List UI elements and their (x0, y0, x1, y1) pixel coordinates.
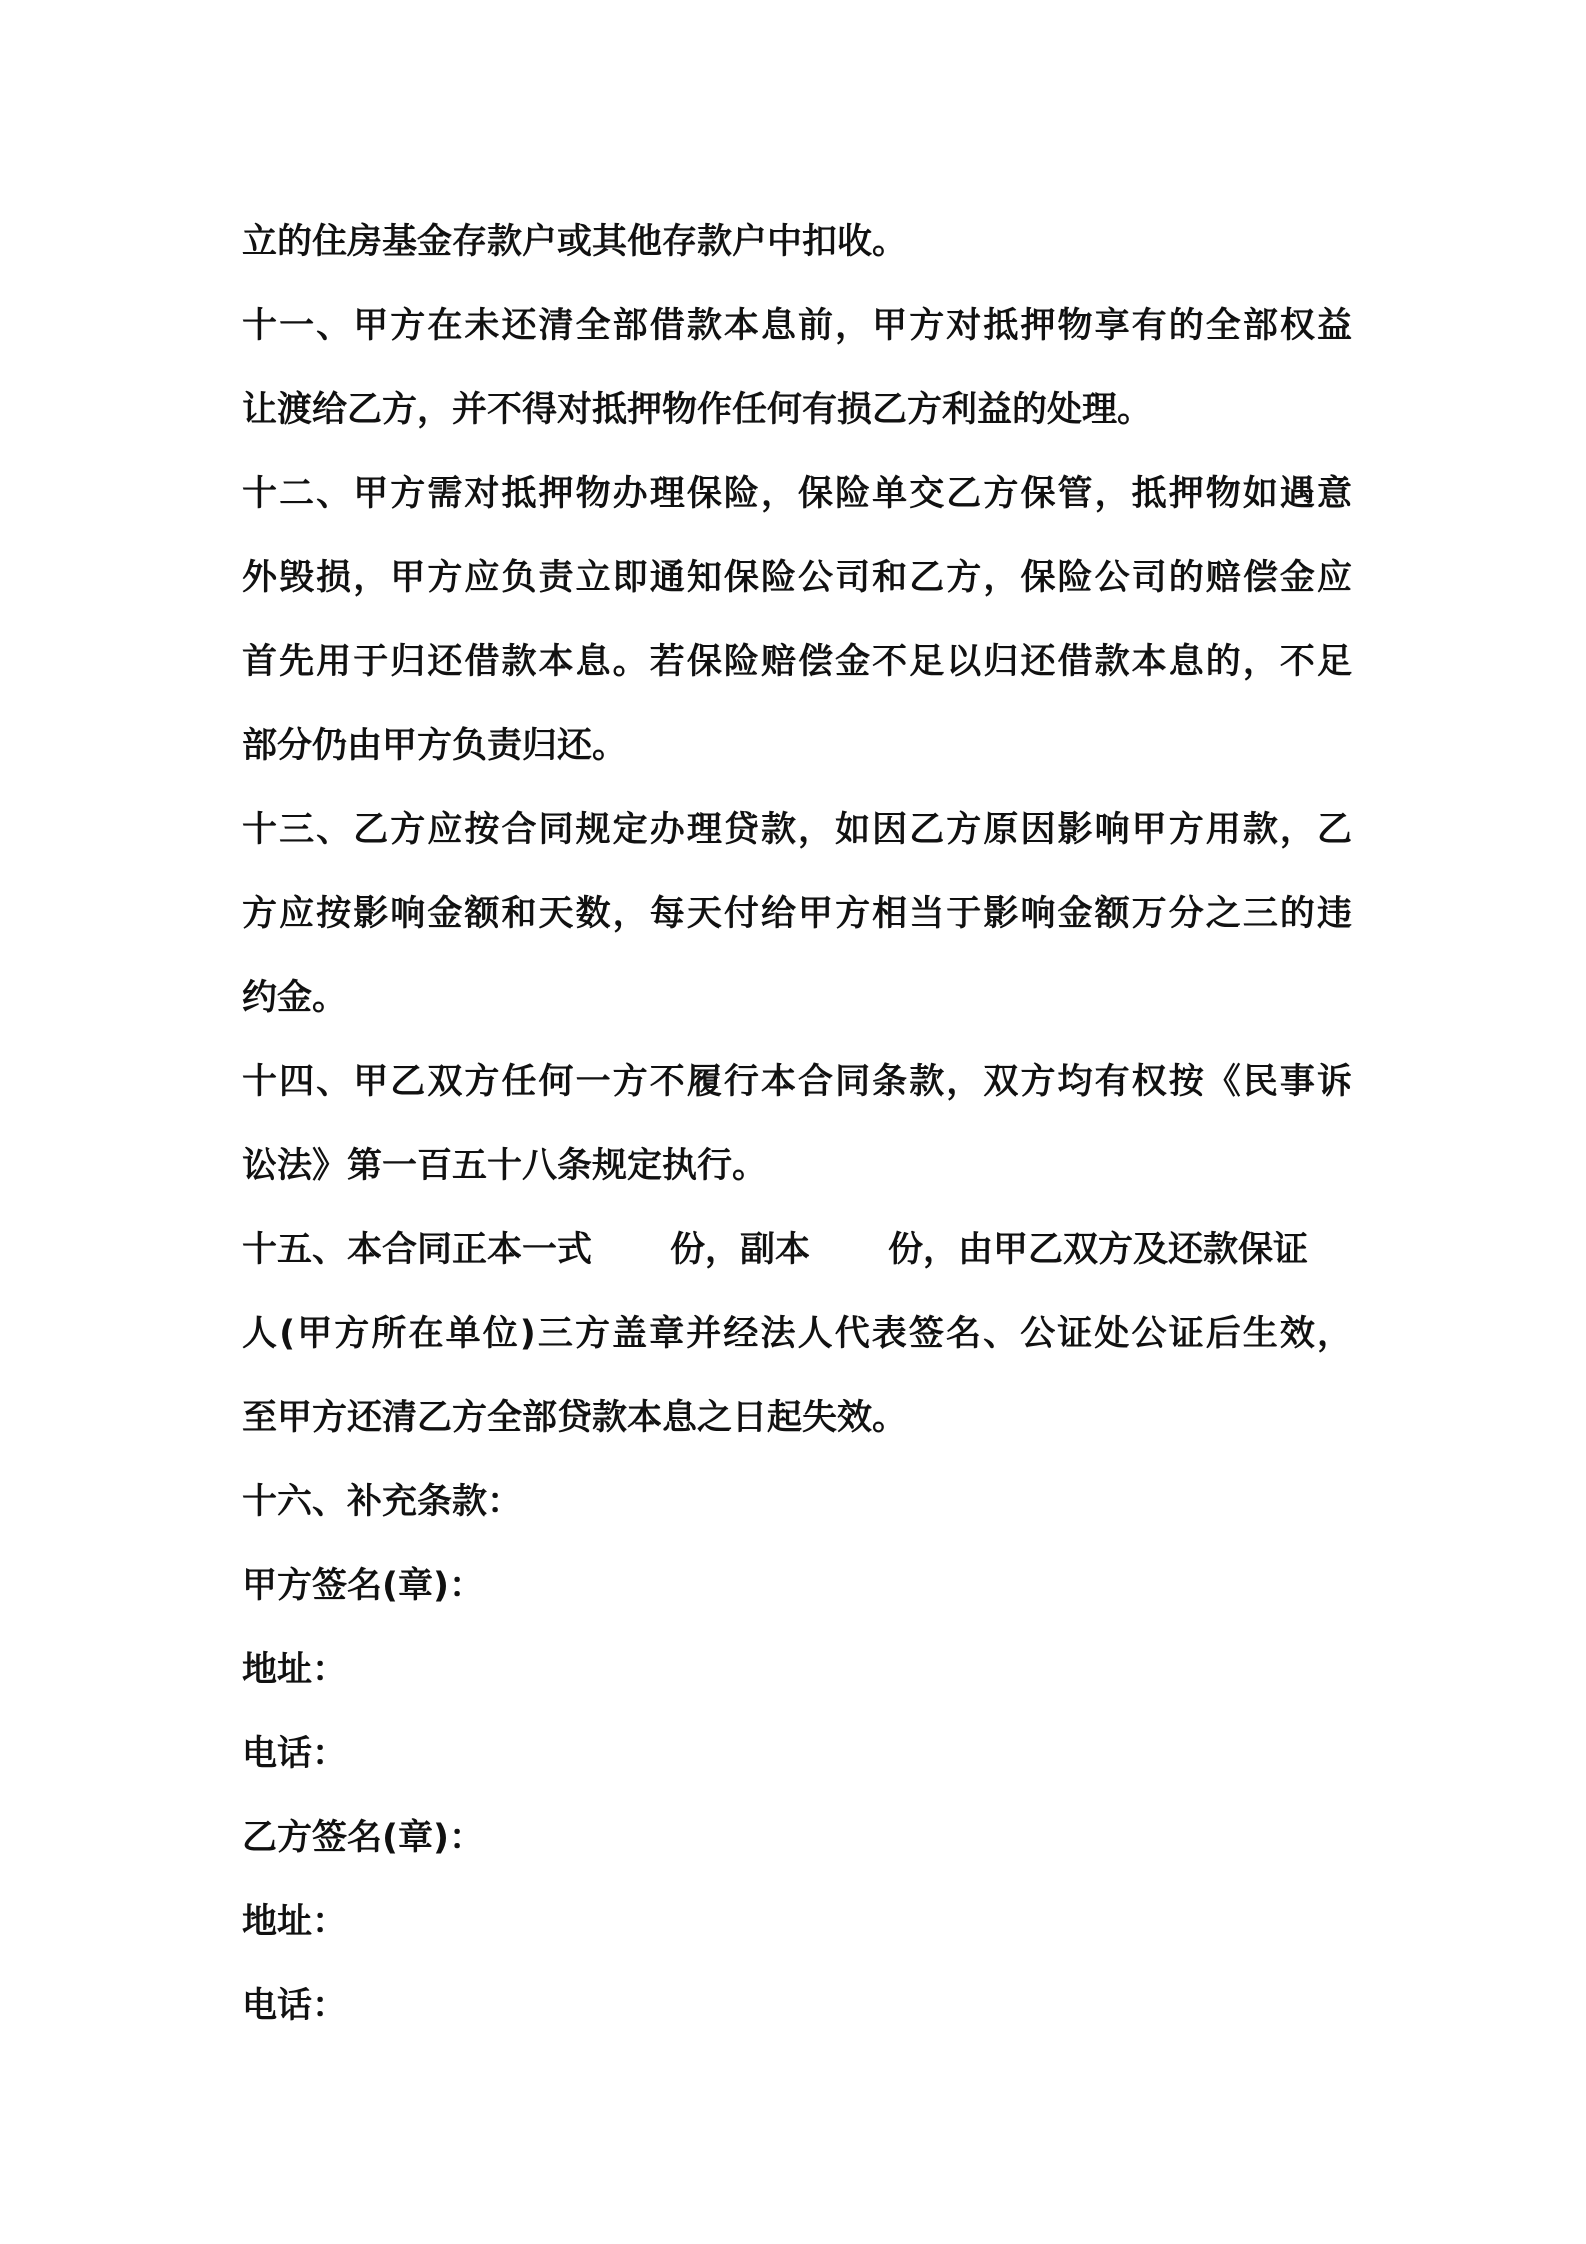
party-a-signature: 甲方签名(章)： (242, 1566, 484, 1606)
clause-15-line-1 (242, 1208, 1352, 1292)
clause-13-line-2: 方应按影响金额和天数，每天付给甲方相当于影响金额万分之三的违 (242, 894, 1352, 934)
clause-15-part-1: 十五、本合同正本一式 (242, 1230, 593, 1270)
document-body (242, 200, 1352, 2048)
clause-15-line-3: 至甲方还清乙方全部贷款本息之日起失效。 (242, 1398, 908, 1438)
clause-15-part-2: 份，副本 (670, 1230, 811, 1270)
clause-15-line-2: 人(甲方所在单位)三方盖章并经法人代表签名、公证处公证后生效， (242, 1314, 1352, 1354)
clause-14-line-2: 讼法》第一百五十八条规定执行。 (242, 1146, 768, 1186)
clause-11-line-1: 十一、甲方在未还清全部借款本息前，甲方对抵押物享有的全部权益 (242, 306, 1352, 346)
paragraph-line: 立的住房基金存款户或其他存款户中扣收。 (242, 222, 908, 262)
clause-12-line-4: 部分仍由甲方负责归还。 (242, 726, 628, 766)
party-a-phone: 电话： (242, 1734, 348, 1774)
clause-14-line-1: 十四、甲乙双方任何一方不履行本合同条款，双方均有权按《民事诉 (242, 1062, 1352, 1102)
party-b-signature: 乙方签名(章)： (242, 1818, 484, 1858)
clause-12-line-3: 首先用于归还借款本息。若保险赔偿金不足以归还借款本息的，不足 (242, 642, 1352, 682)
clause-15-part-3: 份，由甲乙双方及还款保证 (888, 1230, 1309, 1270)
party-b-address: 地址： (242, 1902, 348, 1942)
clause-11-line-2: 让渡给乙方，并不得对抵押物作任何有损乙方利益的处理。 (242, 390, 1153, 430)
party-b-phone: 电话： (242, 1986, 348, 2026)
clause-13-line-3: 约金。 (242, 978, 348, 1018)
clause-12-line-2: 外毁损，甲方应负责立即通知保险公司和乙方，保险公司的赔偿金应 (242, 558, 1352, 598)
clause-12-line-1: 十二、甲方需对抵押物办理保险，保险单交乙方保管，抵押物如遇意 (242, 474, 1352, 514)
clause-13-line-1: 十三、乙方应按合同规定办理贷款，如因乙方原因影响甲方用款，乙 (242, 810, 1352, 850)
party-a-address: 地址： (242, 1650, 348, 1690)
clause-16: 十六、补充条款： (242, 1482, 523, 1522)
